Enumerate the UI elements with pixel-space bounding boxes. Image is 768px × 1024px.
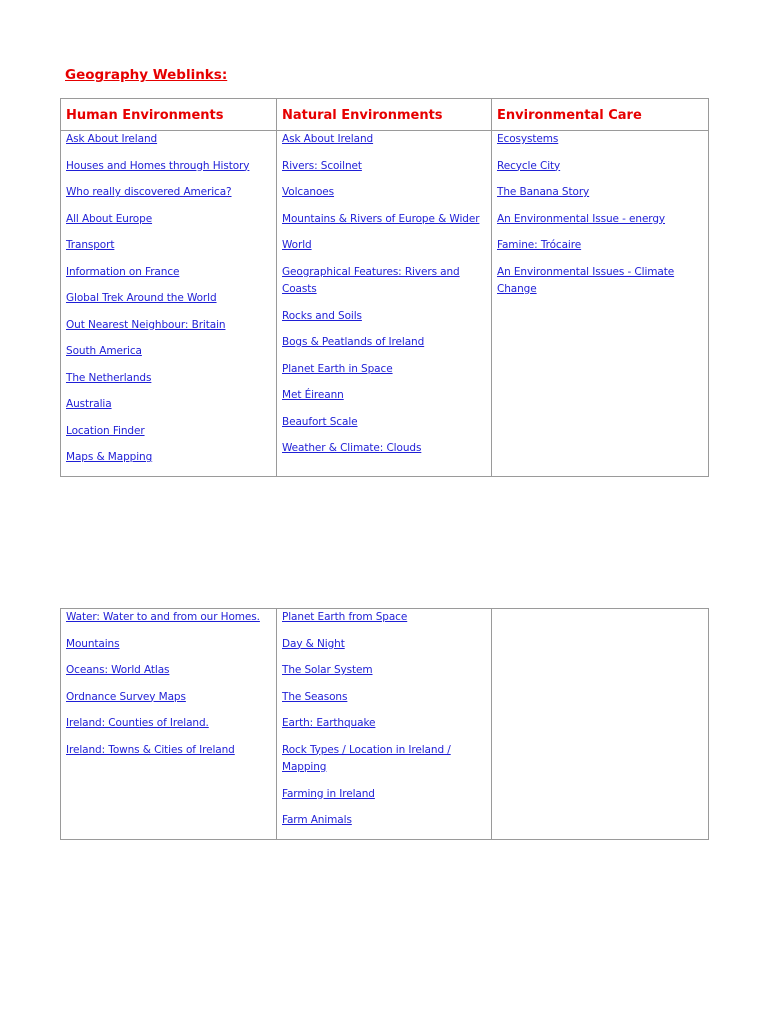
- list-item: [497, 184, 704, 202]
- list-item: [66, 609, 272, 627]
- weblink[interactable]: Information on France: [66, 265, 180, 278]
- list-item: [66, 237, 272, 255]
- list-item: [282, 742, 487, 777]
- weblink[interactable]: Global Trek Around the World: [66, 292, 217, 304]
- table2-column-2-links: [282, 609, 487, 830]
- weblink[interactable]: Ireland: Counties of Ireland.: [66, 717, 209, 729]
- weblink[interactable]: Earth: Earthquake: [282, 717, 376, 729]
- list-item: [66, 158, 272, 176]
- list-item: [282, 184, 487, 202]
- weblink[interactable]: Maps & Mapping: [66, 451, 153, 463]
- weblink[interactable]: Location Finder: [66, 424, 145, 437]
- list-item: [66, 370, 272, 388]
- list-item: [282, 361, 487, 379]
- weblinks-table-2: [60, 608, 709, 840]
- weblink[interactable]: Oceans: World Atlas: [66, 664, 170, 676]
- weblink[interactable]: All About Europe: [66, 212, 153, 225]
- list-item: [282, 237, 487, 255]
- weblink[interactable]: An Environmental Issues - Climate Change: [497, 265, 675, 295]
- weblink[interactable]: Met Éireann: [282, 389, 344, 401]
- list-item: [66, 290, 272, 308]
- weblink[interactable]: The Solar System: [282, 664, 373, 676]
- environmental-care-links: [497, 131, 704, 299]
- list-item: [282, 264, 487, 299]
- weblink[interactable]: South America: [66, 345, 142, 357]
- table-body-row: [61, 609, 709, 840]
- table-header-row: [61, 99, 709, 131]
- list-item: [282, 636, 487, 654]
- weblink[interactable]: Out Nearest Neighbour: Britain: [66, 318, 226, 331]
- list-item: [66, 264, 272, 282]
- list-item: [282, 440, 487, 458]
- weblink[interactable]: Water: Water to and from our Homes.: [66, 611, 260, 623]
- list-item: [66, 449, 272, 467]
- weblink[interactable]: Day & Night: [282, 637, 345, 650]
- natural-environments-cell: [277, 131, 492, 477]
- list-item: [282, 334, 487, 352]
- weblink[interactable]: Rivers: Scoilnet: [282, 159, 362, 172]
- weblinks-table-1: [60, 98, 709, 477]
- list-item: [66, 396, 272, 414]
- list-item: [282, 786, 487, 804]
- list-item: [497, 264, 704, 299]
- list-item: [66, 343, 272, 361]
- weblink[interactable]: Transport: [66, 239, 115, 251]
- table2-column-1-cell: [61, 609, 277, 840]
- human-environments-cell: [61, 131, 277, 477]
- weblink[interactable]: Australia: [66, 398, 112, 410]
- list-item: [282, 609, 487, 627]
- list-item: [66, 423, 272, 441]
- header-environmental-care: Environmental Care: [492, 99, 709, 131]
- weblink[interactable]: The Banana Story: [497, 186, 590, 198]
- weblink[interactable]: Ireland: Towns & Cities of Ireland: [66, 743, 235, 756]
- environmental-care-cell: [492, 131, 709, 477]
- weblink[interactable]: Geographical Features: Rivers and Coasts: [282, 265, 460, 295]
- weblink[interactable]: Famine: Trócaire: [497, 239, 582, 251]
- weblink[interactable]: Weather & Climate: Clouds: [282, 442, 422, 454]
- list-item: [282, 387, 487, 405]
- list-item: [66, 317, 272, 335]
- header-natural-environments: Natural Environments: [277, 99, 492, 131]
- weblink[interactable]: Who really discovered America?: [66, 186, 232, 198]
- header-human-environments: Human Environments: [61, 99, 277, 131]
- weblink[interactable]: Ask About Ireland: [282, 133, 374, 145]
- weblink[interactable]: Farm Animals: [282, 814, 352, 826]
- weblink[interactable]: Mountains: [66, 637, 120, 650]
- table2-column-3-cell: [492, 609, 709, 840]
- weblink[interactable]: The Seasons: [282, 690, 348, 703]
- list-item: [497, 237, 704, 255]
- list-item: [66, 742, 272, 760]
- weblink[interactable]: Mountains & Rivers of Europe & Wider: [282, 212, 480, 225]
- list-item: [66, 636, 272, 654]
- weblink[interactable]: Rock Types / Location in Ireland / Mapping: [282, 743, 451, 773]
- list-item: [66, 131, 272, 149]
- weblink[interactable]: Beaufort Scale: [282, 415, 358, 428]
- table2-column-2-cell: [277, 609, 492, 840]
- list-item: [66, 662, 272, 680]
- list-item: [282, 131, 487, 149]
- weblink[interactable]: Ordnance Survey Maps: [66, 690, 186, 703]
- list-item: [282, 158, 487, 176]
- list-item: [66, 715, 272, 733]
- list-item: [282, 812, 487, 830]
- table2-column-1-links: [66, 609, 272, 759]
- list-item: [282, 308, 487, 326]
- human-environments-links: [66, 131, 272, 467]
- list-item: [497, 211, 704, 229]
- weblink[interactable]: Ecosystems: [497, 133, 559, 145]
- weblink[interactable]: Farming in Ireland: [282, 787, 375, 800]
- list-item: [66, 184, 272, 202]
- list-item: [282, 662, 487, 680]
- list-item: [66, 689, 272, 707]
- list-item: [497, 131, 704, 149]
- natural-environments-links: [282, 131, 487, 458]
- weblink[interactable]: An Environmental Issue - energy: [497, 212, 666, 225]
- weblink[interactable]: Planet Earth from Space: [282, 611, 408, 623]
- weblink[interactable]: The Netherlands: [66, 371, 152, 384]
- list-item: [282, 715, 487, 733]
- list-item: [66, 211, 272, 229]
- weblink[interactable]: Houses and Homes through History: [66, 159, 250, 172]
- weblink[interactable]: Volcanoes: [282, 186, 335, 198]
- weblink[interactable]: Bogs & Peatlands of Ireland: [282, 336, 425, 348]
- weblink[interactable]: Planet Earth in Space: [282, 362, 393, 375]
- weblink[interactable]: Recycle City: [497, 159, 561, 172]
- list-item: [497, 158, 704, 176]
- weblink[interactable]: Rocks and Soils: [282, 309, 362, 322]
- list-item: [282, 414, 487, 432]
- weblink[interactable]: Ask About Ireland: [66, 133, 158, 145]
- page-title: Geography Weblinks:: [65, 67, 228, 83]
- weblink[interactable]: World: [282, 239, 312, 251]
- list-item: [282, 211, 487, 229]
- list-item: [282, 689, 487, 707]
- table-body-row: [61, 131, 709, 477]
